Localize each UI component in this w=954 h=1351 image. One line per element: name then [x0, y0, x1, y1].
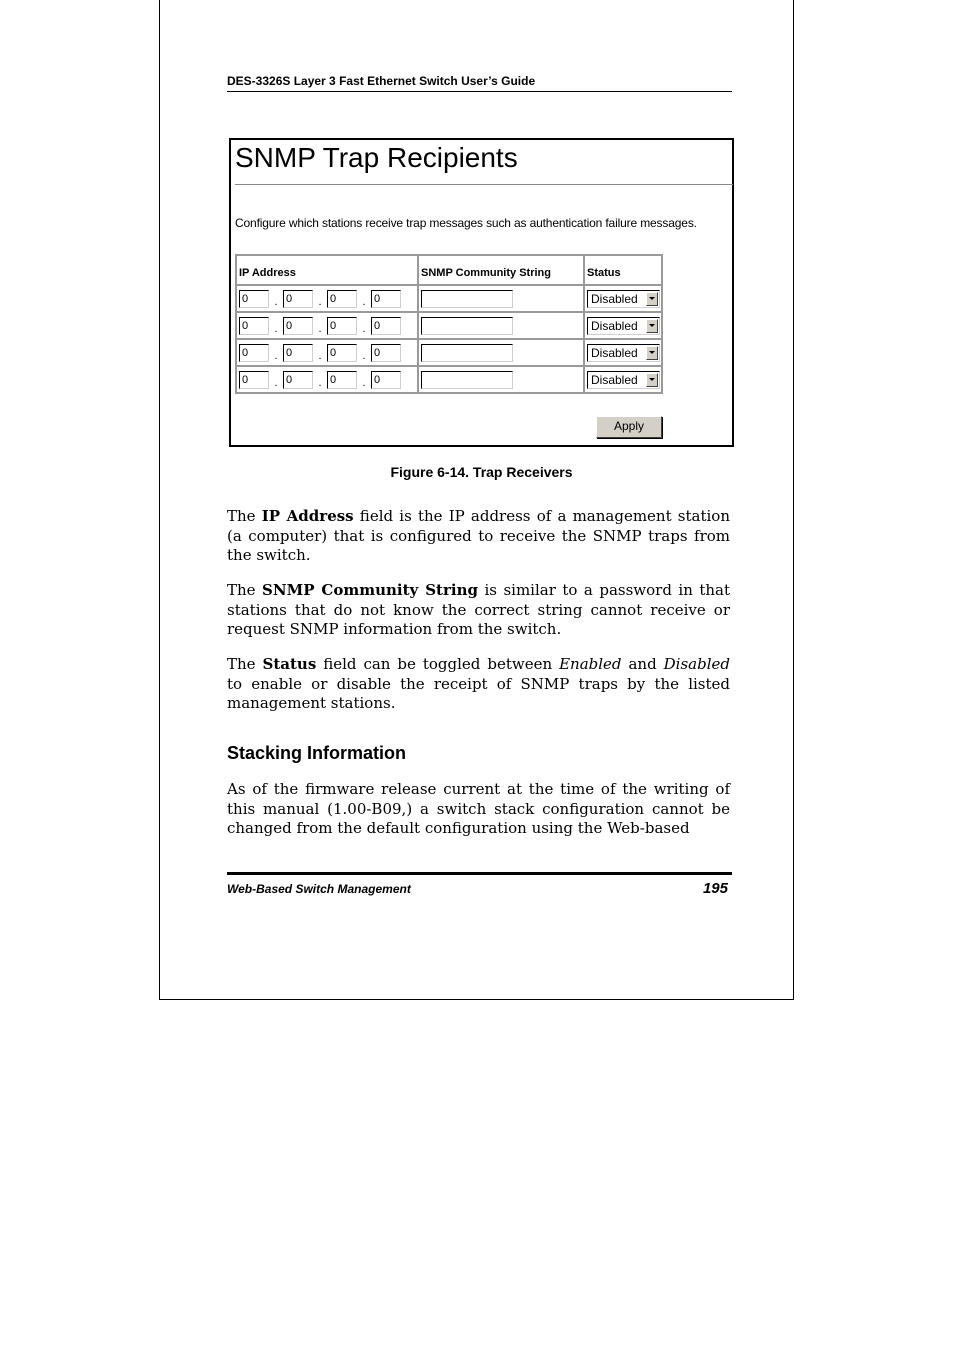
status-value: Disabled: [591, 291, 638, 306]
figure-title: SNMP Trap Recipients: [235, 142, 518, 173]
figure-description: Configure which stations receive trap messages such as authentication failure messages.: [235, 216, 697, 230]
ip-octet-3-input[interactable]: 0: [327, 344, 357, 362]
status-cell: [584, 366, 662, 393]
text-run: The: [227, 507, 262, 525]
footer-rule: [227, 872, 732, 875]
ip-octet-3-input[interactable]: 0: [327, 317, 357, 335]
ip-octet-3-input[interactable]: 0: [327, 290, 357, 308]
status-cell: [584, 312, 662, 339]
text-run: to enable or disable the receipt of SNMP traps by the listed management stations.: [227, 674, 730, 712]
ip-dot: .: [274, 295, 278, 308]
table-row: [236, 339, 662, 366]
paragraph-status: [227, 655, 730, 714]
ip-octet-4-input[interactable]: 0: [371, 344, 401, 362]
chevron-down-icon[interactable]: [646, 346, 658, 360]
option-disabled: Disabled: [663, 655, 730, 673]
ip-octet-3-input[interactable]: 0: [327, 371, 357, 389]
community-cell: [418, 312, 584, 339]
ip-octet-1-input[interactable]: 0: [239, 371, 269, 389]
community-cell: [418, 285, 584, 312]
community-string-header: SNMP Community String: [418, 255, 584, 285]
table-row: [236, 312, 662, 339]
ip-dot: .: [318, 349, 322, 362]
term-status: Status: [262, 655, 317, 673]
ip-dot: .: [318, 295, 322, 308]
status-cell: [584, 285, 662, 312]
ip-octet-4-input[interactable]: 0: [371, 317, 401, 335]
ip-dot: .: [362, 295, 366, 308]
chevron-down-icon[interactable]: [646, 373, 658, 387]
ip-address-header: IP Address: [236, 255, 418, 285]
text-run: The: [227, 581, 263, 599]
figure-caption: Figure 6-14. Trap Receivers: [390, 464, 573, 480]
community-string-input[interactable]: [421, 344, 513, 362]
paragraph-stacking: As of the firmware release current at the time of the writing of this manual (1.00-B09,) a switch stack configuration cannot be changed from the default configuration using the Web-based: [227, 780, 730, 837]
term-community-string: SNMP Community String: [262, 581, 478, 599]
table-header-row: [236, 255, 662, 285]
section-heading: Stacking Information: [227, 743, 407, 763]
ip-octet-1-input[interactable]: 0: [239, 317, 269, 335]
text-run: The: [227, 655, 263, 673]
ip-octet-4-input[interactable]: 0: [371, 371, 401, 389]
text-run: field can be toggled between: [316, 655, 560, 673]
ip-octet-2-input[interactable]: 0: [283, 317, 313, 335]
status-select[interactable]: [587, 317, 660, 335]
community-cell: [418, 366, 584, 393]
apply-button[interactable]: Apply: [596, 416, 662, 438]
status-value: Disabled: [591, 345, 638, 360]
term-ip-address: IP Address: [261, 507, 354, 525]
ip-cell: [236, 285, 418, 312]
ip-dot: .: [362, 322, 366, 335]
option-enabled: Enabled: [559, 655, 622, 673]
status-value: Disabled: [591, 372, 638, 387]
community-string-input[interactable]: [421, 290, 513, 308]
paragraph-ip-address: [227, 507, 730, 566]
community-string-input[interactable]: [421, 371, 513, 389]
ip-octet-2-input[interactable]: 0: [283, 290, 313, 308]
ip-dot: .: [318, 376, 322, 389]
snmp-trap-recipients-screenshot: [229, 138, 734, 447]
ip-dot: .: [318, 322, 322, 335]
ip-dot: .: [362, 376, 366, 389]
status-value: Disabled: [591, 318, 638, 333]
ip-dot: .: [274, 349, 278, 362]
running-header: DES-3326S Layer 3 Fast Ethernet Switch User’s Guide: [227, 74, 536, 88]
chevron-down-icon[interactable]: [646, 319, 658, 333]
status-header: Status: [584, 255, 662, 285]
ip-octet-1-input[interactable]: 0: [239, 290, 269, 308]
community-string-input[interactable]: [421, 317, 513, 335]
ip-dot: .: [362, 349, 366, 362]
chevron-down-icon[interactable]: [646, 292, 658, 306]
ip-octet-2-input[interactable]: 0: [283, 371, 313, 389]
ip-cell: [236, 339, 418, 366]
ip-cell: [236, 312, 418, 339]
figure-title-rule: [235, 184, 733, 185]
status-select[interactable]: [587, 344, 660, 362]
status-select[interactable]: [587, 290, 660, 308]
footer-section-name: Web-Based Switch Management: [227, 882, 411, 896]
ip-octet-4-input[interactable]: 0: [371, 290, 401, 308]
header-rule: [227, 91, 732, 92]
community-cell: [418, 339, 584, 366]
trap-recipients-table: [235, 254, 663, 394]
status-select[interactable]: [587, 371, 660, 389]
text-run: is similar to a password in that stations that do not know the correct string cannot receive or request SNMP information from the switch.: [227, 581, 731, 638]
status-cell: [584, 339, 662, 366]
text-run: field is the IP address of a management station (a computer) that is configured to receive the SNMP traps from the switch.: [227, 507, 730, 564]
text-run: and: [621, 655, 664, 673]
page-number: 195: [702, 880, 728, 897]
ip-dot: .: [274, 376, 278, 389]
table-row: [236, 366, 662, 393]
ip-octet-1-input[interactable]: 0: [239, 344, 269, 362]
paragraph-community-string: [227, 581, 730, 640]
ip-octet-2-input[interactable]: 0: [283, 344, 313, 362]
ip-dot: .: [274, 322, 278, 335]
ip-cell: [236, 366, 418, 393]
table-row: [236, 285, 662, 312]
